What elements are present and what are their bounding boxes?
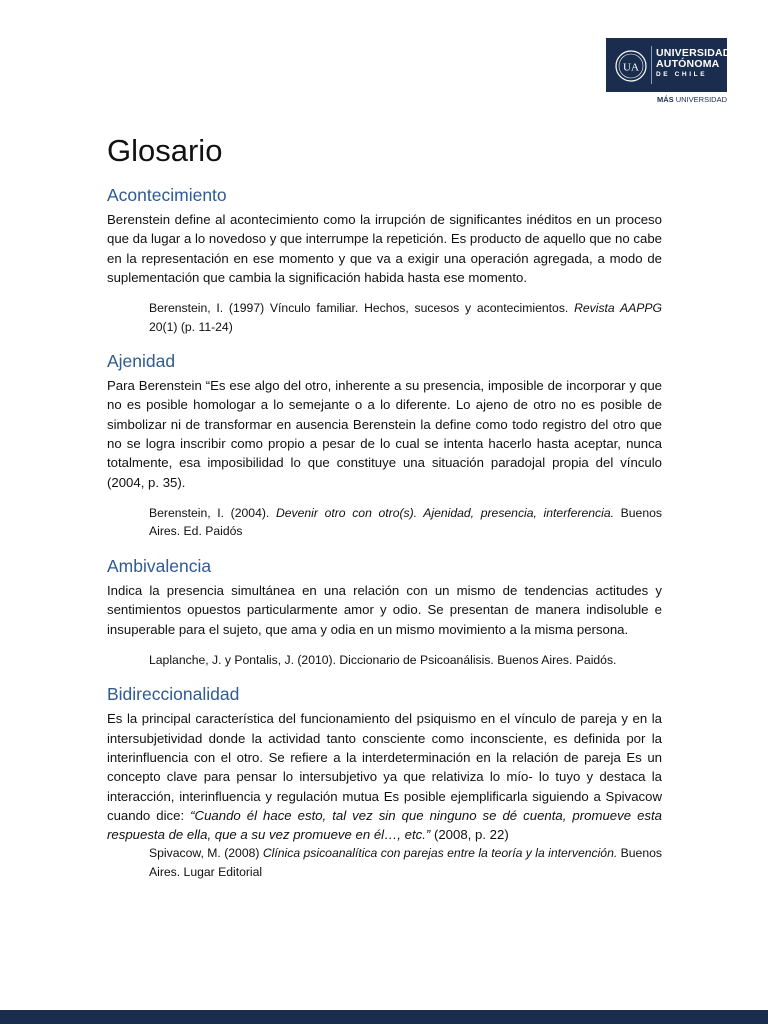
logo-divider bbox=[651, 46, 652, 84]
reference-text: Laplanche, J. y Pontalis, J. (2010). Diccionario de Psicoanálisis. Buenos Aires. Paidós. bbox=[149, 652, 617, 667]
logo-emblem-text: UA bbox=[623, 61, 639, 74]
term-heading: Ambivalencia bbox=[107, 555, 212, 576]
reference-italic: Devenir otro con otro(s). Ajenidad, presencia, interferencia. bbox=[275, 505, 615, 520]
reference-italic: Clínica psicoanalítica con parejas entre la teoría y la intervención. bbox=[262, 846, 618, 861]
definition-quote: “Cuando él hace esto, tal vez sin que ninguno se dé cuenta, promueve esta respuesta de ella, que a su vez promueve en él…, etc.” bbox=[107, 807, 663, 843]
term-definition: Indica la presencia simultánea en una relación con un mismo de tendencias actitudes y sentimientos opuestos particularmente amor y odio. Se presentan de manera indisoluble e insuperable para el sujeto, que ama y odia en un mismo movimiento a la misma persona. bbox=[107, 582, 662, 637]
reference-text: Berenstein, I. (2004). bbox=[149, 505, 276, 520]
university-logo bbox=[606, 38, 731, 106]
term-reference bbox=[149, 651, 662, 670]
footer-bar bbox=[0, 1010, 768, 1024]
reference-text: Berenstein, I. (1997) Vínculo familiar. Hechos, sucesos y acontecimientos. bbox=[149, 301, 575, 316]
glossary-entry bbox=[107, 182, 662, 336]
term-heading: Ajenidad bbox=[107, 351, 176, 372]
logo-tagline-light: UNIVERSIDAD bbox=[675, 95, 727, 104]
term-definition bbox=[107, 709, 662, 844]
logo-tagline-bold: MÁS bbox=[656, 95, 674, 104]
page-title: Glosario bbox=[107, 133, 223, 168]
reference-italic: Revista AAPPG bbox=[574, 301, 662, 316]
term-reference bbox=[149, 504, 662, 541]
shield-emblem-icon bbox=[613, 46, 649, 86]
term-reference bbox=[149, 299, 662, 336]
term-heading: Acontecimiento bbox=[107, 185, 227, 205]
logo-box bbox=[606, 38, 731, 92]
term-reference bbox=[149, 844, 662, 881]
logo-line-2: AUTÓNOMA bbox=[656, 58, 720, 70]
glossary-entry bbox=[107, 348, 662, 541]
glossary-entry bbox=[107, 553, 662, 669]
reference-text-post: Buenos Aires. Lugar Editorial bbox=[149, 846, 662, 879]
logo-line-1: UNIVERSIDAD bbox=[656, 47, 731, 59]
logo-line-3: DE CHILE bbox=[656, 71, 708, 78]
term-definition: Para Berenstein “Es ese algo del otro, inherente a su presencia, imposible de incorporar y que no es posible homologar a lo semejante o a lo diferente. Lo ajeno de otro no es posible de simbolizar ni de transformar en ausencia Berenstein la define como todo registro del otro que no se logra inscribir como propio a pesar de lo cual se intenta hacerlo hasta aceptar, nunca totalmente, esa imposibilidad lo que constituye una situación paradojal propia del vínculo (2004, p. 35). bbox=[107, 378, 662, 490]
definition-citation: (2008, p. 22) bbox=[430, 827, 509, 843]
document-body bbox=[107, 128, 662, 881]
glossary-entry bbox=[107, 681, 662, 881]
term-heading: Bidireccionalidad bbox=[107, 684, 240, 705]
reference-text-post: Buenos Aires. Ed. Paidós bbox=[149, 505, 662, 539]
definition-text: Es la principal característica del funcionamiento del psiquismo en el vínculo de pareja y en la intersubjetividad donde la actividad tanto consciente como inconsciente, es definida por la interinfluencia con el otro. Se refiere a la interdeterminación en la relación de pareja Es un concepto clave para pensar lo intersubjetivo ya que relativiza lo mío- lo tuyo y destaca la interacción, interinfluencia y regulación mutua Es posible ejemplificarla siguiendo a Spivacow cuando dice: bbox=[107, 711, 662, 823]
logo-tagline bbox=[657, 95, 727, 104]
reference-text: Spivacow, M. (2008) bbox=[149, 846, 263, 861]
term-definition: Berenstein define al acontecimiento como la irrupción de significantes inéditos en un proceso que da lugar a lo novedoso y que interrumpe la repetición. Es producto de aquello que no cabe en la representación en ese momento y que va a exigir una operación agregada, a modo de suplementación que cambia la significación habida hasta ese momento. bbox=[107, 212, 662, 285]
reference-text-post: 20(1) (p. 11-24) bbox=[149, 319, 233, 334]
